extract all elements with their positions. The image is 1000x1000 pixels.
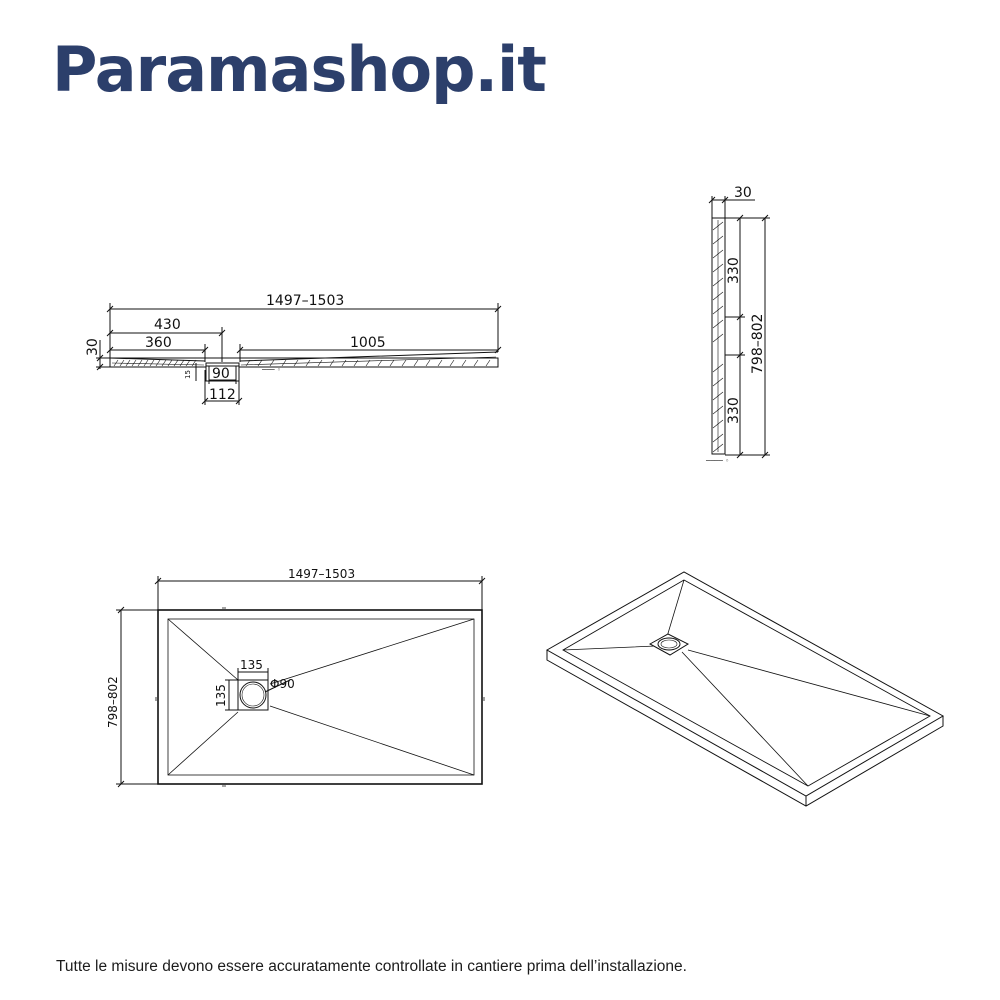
footer-note: Tutte le misure devono essere accuratamente controllate in cantiere prima dell’installazione. xyxy=(56,958,687,975)
side-bottom-330-label: 330 xyxy=(726,397,742,424)
plan-width-label: 798–802 xyxy=(106,676,120,728)
front-length-label: 1497–1503 xyxy=(266,293,345,309)
plan-drain-box-w-label: 135 xyxy=(240,658,263,672)
plan-drain-diameter-label: Φ90 xyxy=(270,677,295,691)
brand-logo: Paramashop.it xyxy=(52,33,546,106)
front-drain-112-label: 112 xyxy=(209,387,236,403)
svg-text:──── ◦: ──── ◦ xyxy=(706,457,730,465)
front-offset-430-label: 430 xyxy=(154,317,181,333)
plan-view xyxy=(116,576,485,787)
front-offset-360-label: 360 xyxy=(145,335,172,351)
front-drain-90-label: 90 xyxy=(212,366,230,382)
front-height-label: 30 xyxy=(85,338,101,356)
side-thickness-label: 30 xyxy=(734,185,752,201)
plan-length-label: 1497–1503 xyxy=(288,567,356,581)
front-drain-depth-label: 15 xyxy=(184,370,192,379)
svg-text:─── ◦: ─── ◦ xyxy=(262,366,281,374)
side-top-330-label: 330 xyxy=(726,257,742,284)
side-width-label: 798–802 xyxy=(750,313,766,374)
front-segment-1005-label: 1005 xyxy=(350,335,386,351)
isometric-view xyxy=(547,572,943,806)
plan-drain-box-h-label: 135 xyxy=(214,684,228,707)
